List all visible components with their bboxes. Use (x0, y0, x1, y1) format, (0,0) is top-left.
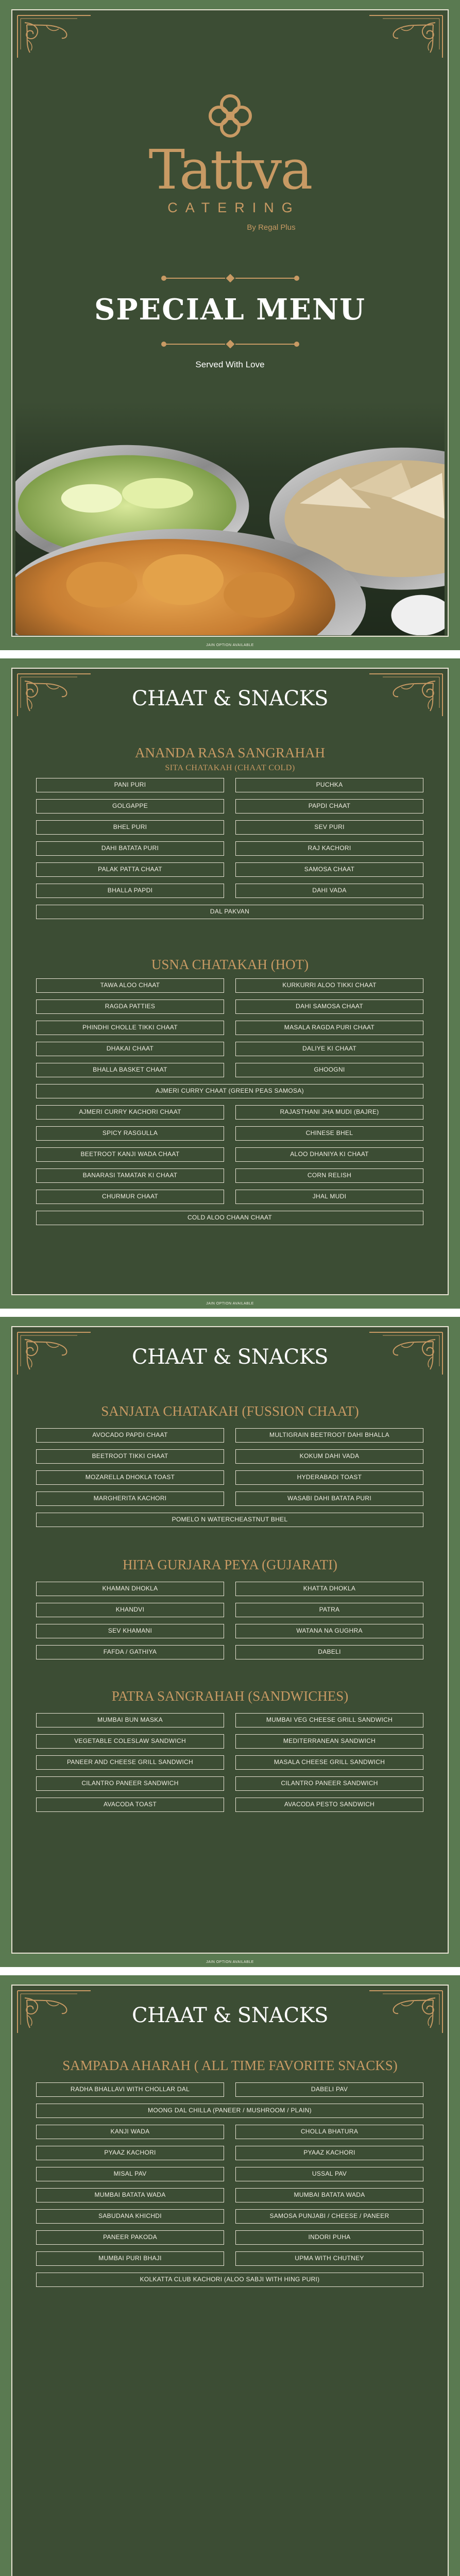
top-divider-icon (161, 274, 300, 282)
menu-item: MUMBAI VEG CHEESE GRILL SANDWICH (235, 1713, 423, 1727)
menu-item: PHINDHI CHOLLE TIKKI CHAAT (36, 1021, 224, 1035)
menu-item: DABELI (235, 1645, 423, 1659)
menu-item: DAHI VADA (235, 884, 423, 898)
section-subtitle: SITA CHATAKAH (CHAAT COLD) (165, 764, 295, 772)
menu-item: AJMERI CURRY CHAAT (GREEN PEAS SAMOSA) (36, 1084, 423, 1098)
menu-item: MUMBAI BATATA WADA (36, 2188, 224, 2202)
menu-item: CILANTRO PANEER SANDWICH (235, 1776, 423, 1791)
menu-item: SABUDANA KHICHDI (36, 2209, 224, 2224)
menu-item: WASABI DAHI BATATA PURI (235, 1492, 423, 1506)
page-heading: CHAAT & SNACKS (132, 1345, 328, 1369)
menu-item: MUMBAI BATATA WADA (235, 2188, 423, 2202)
bottom-divider-icon (161, 340, 300, 348)
brand-byline: By Regal Plus (247, 223, 296, 232)
menu-item: PATRA (235, 1603, 423, 1617)
menu-item: KOLKATTA CLUB KACHORI (ALOO SABJI WITH HING PURI) (36, 2273, 423, 2287)
menu-item: RAJ KACHORI (235, 841, 423, 856)
page-heading: CHAAT & SNACKS (132, 2004, 328, 2027)
menu-item: BEETROOT TIKKI CHAAT (36, 1449, 224, 1464)
menu-item: FAFDA / GATHIYA (36, 1645, 224, 1659)
menu-item: RADHA BHALLAVI WITH CHOLLAR DAL (36, 2082, 224, 2097)
jain-option-note: JAIN OPTION AVAILABLE (206, 1302, 254, 1306)
flower-logo-icon (207, 93, 253, 139)
menu-grid (36, 1582, 423, 1659)
special-menu-title: SPECIAL MENU (94, 293, 366, 327)
tagline: Served With Love (195, 360, 265, 369)
menu-item: AJMERI CURRY KACHORI CHAAT (36, 1105, 224, 1120)
menu-item: MOONG DAL CHILLA (PANEER / MUSHROOM / PLAIN) (36, 2104, 423, 2118)
menu-item: AVACODA TOAST (36, 1798, 224, 1812)
menu-item: PYAAZ KACHORI (235, 2146, 423, 2160)
menu-item: MUMBAI PURI BHAJI (36, 2251, 224, 2266)
menu-item: KHANDVI (36, 1603, 224, 1617)
menu-item: PANEER AND CHEESE GRILL SANDWICH (36, 1755, 224, 1770)
menu-item: GOLGAPPE (36, 799, 224, 814)
menu-item: SEV PURI (235, 820, 423, 835)
menu-item: CILANTRO PANEER SANDWICH (36, 1776, 224, 1791)
menu-page-2 (0, 658, 460, 1309)
menu-item: INDORI PUHA (235, 2230, 423, 2245)
section-title: SANJATA CHATAKAH (FUSSION CHAAT) (101, 1403, 359, 1419)
menu-item: USSAL PAV (235, 2167, 423, 2181)
menu-item: AVOCADO PAPDI CHAAT (36, 1428, 224, 1443)
menu-item: PALAK PATTA CHAAT (36, 862, 224, 877)
menu-item: PAPDI CHAAT (235, 799, 423, 814)
menu-item: BHALLA BASKET CHAAT (36, 1063, 224, 1077)
menu-item: CHINESE BHEL (235, 1126, 423, 1141)
menu-item: MUMBAI BUN MASKA (36, 1713, 224, 1727)
menu-item: SPICY RASGULLA (36, 1126, 224, 1141)
menu-item: BANARASI TAMATAR KI CHAAT (36, 1168, 224, 1183)
menu-item: DAL PAKVAN (36, 905, 423, 919)
menu-item: BEETROOT KANJI WADA CHAAT (36, 1147, 224, 1162)
section-title: ANANDA RASA SANGRAHAH (134, 745, 326, 760)
menu-item: KURKURRI ALOO TIKKI CHAAT (235, 978, 423, 993)
menu-item: UPMA WITH CHUTNEY (235, 2251, 423, 2266)
menu-item: KHAMAN DHOKLA (36, 1582, 224, 1596)
menu-item: MARGHERITA KACHORI (36, 1492, 224, 1506)
menu-item: MEDITERRANEAN SANDWICH (235, 1734, 423, 1749)
menu-item: ALOO DHANIYA KI CHAAT (235, 1147, 423, 1162)
menu-grid (36, 1428, 423, 1527)
menu-item: DALIYE KI CHAAT (235, 1042, 423, 1056)
menu-item: MOZARELLA DHOKLA TOAST (36, 1470, 224, 1485)
cover-page (0, 0, 460, 650)
menu-item: DHAKAI CHAAT (36, 1042, 224, 1056)
menu-grid (36, 1713, 423, 1812)
section-title: SAMPADA AHARAH ( ALL TIME FAVORITE SNACKS) (62, 2058, 398, 2073)
menu-item: POMELO N WATERCHEASTNUT BHEL (36, 1513, 423, 1527)
menu-item: HYDERABADI TOAST (235, 1470, 423, 1485)
jain-option-note: JAIN OPTION AVAILABLE (206, 643, 254, 647)
menu-item: MULTIGRAIN BEETROOT DAHI BHALLA (235, 1428, 423, 1443)
corner-ornament-icon (15, 13, 93, 60)
jain-option-note: JAIN OPTION AVAILABLE (206, 1960, 254, 1964)
brand-catering: CATERING (167, 200, 300, 215)
menu-grid (36, 978, 423, 1225)
menu-item: COLD ALOO CHAAN CHAAT (36, 1211, 423, 1225)
menu-item: PUCHKA (235, 778, 423, 792)
corner-ornament-icon (367, 13, 445, 60)
menu-item: PANI PURI (36, 778, 224, 792)
menu-item: MASALA RAGDA PURI CHAAT (235, 1021, 423, 1035)
menu-item: DABELI PAV (235, 2082, 423, 2097)
menu-item: GHOOGNI (235, 1063, 423, 1077)
menu-item: DAHI SAMOSA CHAAT (235, 999, 423, 1014)
section-title: USNA CHATAKAH (HOT) (151, 957, 309, 972)
menu-grid (36, 778, 423, 919)
menu-item: WATANA NA GUGHRA (235, 1624, 423, 1638)
menu-item: SAMOSA CHAAT (235, 862, 423, 877)
menu-page-3 (0, 1317, 460, 1967)
section-title: PATRA SANGRAHAH (SANDWICHES) (111, 1688, 349, 1704)
menu-item: CHOLLA BHATURA (235, 2125, 423, 2139)
menu-item: KANJI WADA (36, 2125, 224, 2139)
menu-item: RAJASTHANI JHA MUDI (BAJRE) (235, 1105, 423, 1120)
menu-item: RAGDA PATTIES (36, 999, 224, 1014)
menu-item: SEV KHAMANI (36, 1624, 224, 1638)
menu-item: MASALA CHEESE GRILL SANDWICH (235, 1755, 423, 1770)
menu-item: KHATTA DHOKLA (235, 1582, 423, 1596)
menu-item: VEGETABLE COLESLAW SANDWICH (36, 1734, 224, 1749)
menu-item: AVACODA PESTO SANDWICH (235, 1798, 423, 1812)
section-title: HITA GURJARA PEYA (GUJARATI) (122, 1557, 338, 1572)
menu-item: CORN RELISH (235, 1168, 423, 1183)
menu-page-4 (0, 1975, 460, 2576)
menu-item: CHURMUR CHAAT (36, 1190, 224, 1204)
menu-item: BHEL PURI (36, 820, 224, 835)
food-photo (15, 402, 445, 635)
menu-item: DAHI BATATA PURI (36, 841, 224, 856)
menu-item: SAMOSA PUNJABI / CHEESE / PANEER (235, 2209, 423, 2224)
menu-item: KOKUM DAHI VADA (235, 1449, 423, 1464)
page-heading: CHAAT & SNACKS (132, 687, 328, 710)
menu-grid (36, 2082, 423, 2287)
menu-item: JHAL MUDI (235, 1190, 423, 1204)
cover-panel (11, 9, 449, 637)
menu-item: TAWA ALOO CHAAT (36, 978, 224, 993)
brand-name: Tattva (148, 138, 312, 201)
menu-item: PANEER PAKODA (36, 2230, 224, 2245)
menu-item: PYAAZ KACHORI (36, 2146, 224, 2160)
menu-item: BHALLA PAPDI (36, 884, 224, 898)
menu-item: MISAL PAV (36, 2167, 224, 2181)
